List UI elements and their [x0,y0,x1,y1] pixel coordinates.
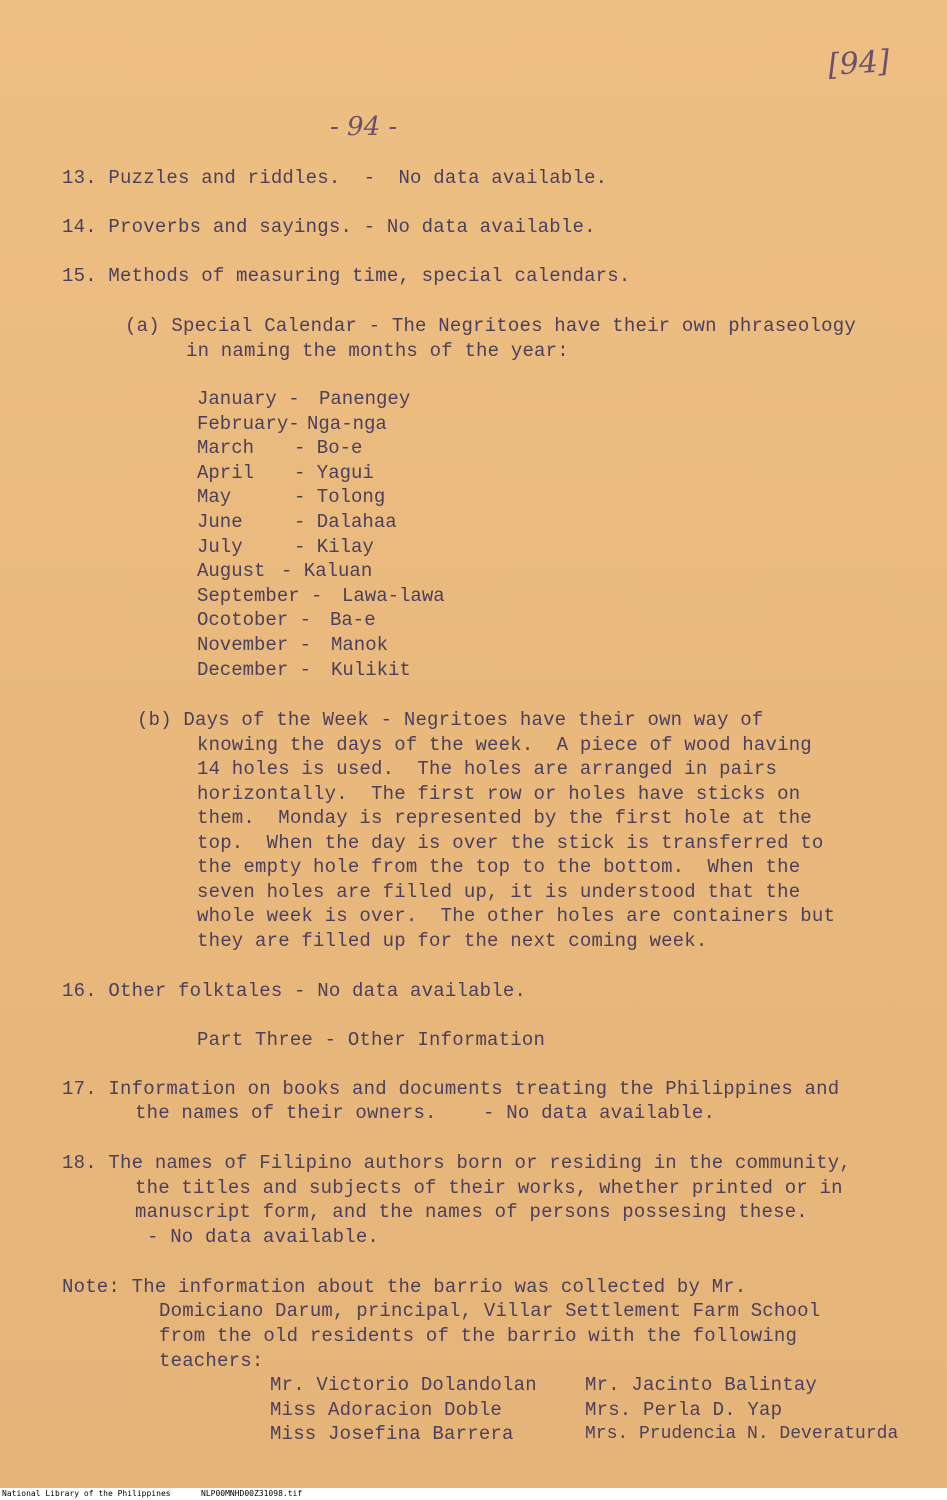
item-17-line-2: the names of their owners. - No data available. [135,1102,716,1124]
days-of-week-line-9: whole week is over. The other holes are containers but [197,905,836,927]
special-calendar-line-2: in naming the months of the year: [186,340,569,362]
days-of-week-line-10: they are filled up for the next coming week. [197,930,708,952]
corner-page-number: [94] [826,43,891,84]
days-of-week-line-7: the empty hole from the top to the bottom. When the [197,856,801,878]
teacher-right-1: Mr. Jacinto Balintay [585,1374,818,1396]
footer-filename: NLP00MNHD00Z31098.tif [201,1489,303,1498]
days-of-week-line-3: 14 holes is used. The holes are arranged in pairs [197,758,778,780]
item-17-line-1: 17. Information on books and documents treating the Philippines and [62,1078,840,1100]
days-of-week-line-8: seven holes are filled up, it is understood that the [197,881,801,903]
teacher-left-1: Mr. Victorio Dolandolan [270,1374,537,1396]
item-13: 13. Puzzles and riddles. - No data available. [62,167,608,189]
teacher-right-3: Mrs. Prudencia N. Deveraturda [585,1424,899,1444]
teacher-left-2: Miss Adoracion Doble [270,1399,503,1421]
scan-footer [0,1488,947,1500]
days-of-week-line-2: knowing the days of the week. A piece of wood having [197,734,812,756]
item-16: 16. Other folktales - No data available. [62,980,527,1002]
teacher-left-3: Miss Josefina Barrera [270,1423,514,1445]
teacher-right-2: Mrs. Perla D. Yap [585,1399,783,1421]
footer-library: National Library of the Philippines [2,1489,171,1498]
page-number: - 94 - [330,112,398,142]
item-18-line-1: 18. The names of Filipino authors born or residing in the community, [62,1152,851,1174]
note-line-1: Note: The information about the barrio was collected by Mr. [62,1276,747,1298]
note-line-3: from the old residents of the barrio with the following [159,1325,798,1347]
item-18-line-3: manuscript form, and the names of persons possesing these. [135,1201,808,1223]
days-of-week-line-6: top. When the day is over the stick is transferred to [197,832,824,854]
days-of-week-line-5: them. Monday is represented by the first hole at the [197,807,812,829]
item-18-line-4: - No data available. [147,1226,380,1248]
item-14: 14. Proverbs and sayings. - No data available. [62,216,596,238]
item-15: 15. Methods of measuring time, special calendars. [62,265,631,287]
special-calendar-line-1: (a) Special Calendar - The Negritoes have their own phraseology [125,315,856,337]
days-of-week-line-1: (b) Days of the Week - Negritoes have their own way of [137,709,764,731]
note-line-4: teachers: [159,1350,264,1372]
days-of-week-line-4: horizontally. The first row or holes have sticks on [197,783,801,805]
item-18-line-2: the titles and subjects of their works, whether printed or in [135,1177,843,1199]
part-three-heading: Part Three - Other Information [197,1029,546,1051]
document-page: [94] - 94 - 13. Puzzles and riddles. - No data available. 14. Proverbs and sayings. - No data available. 15. Methods of measuring time, special calendars. (a) Special Calendar - The Negritoes have their own phraseology in naming the months of the year: January - Panengey February- Nga-nga March - Bo-e April - Yagui May - Tolong June - Dalahaa July - Kilay August - Kaluan September - Lawa-lawa Ocotober - Ba-e November - Manok December - Kulikit (b) Days of the Week - Negritoes have their own way of knowing the days of the week. A piece of wood having 14 holes is used. The holes are arranged in pairs horizontally. The first row or holes have sticks on them. Monday is represented by the first hole at the top. When the day is over the stick is transferred to the empty hole from the top to the bottom. When the seven holes are filled up, it is understood that the whole week is over. The other holes are containers but they are filled up for the next coming week. 16. Other folktales - No data available. Part Three - Other Information 17. Information on books and documents treating the Philippines and the names of their owners. - No data available. 18. The names of Filipino authors born or residing in the community, the titles and subjects of their works, whether printed or in manuscript form, and the names of persons possesing these. - No data available. Note: The information about the barrio was collected by Mr. Domiciano Darum, principal, Villar Settlement Farm School from the old residents of the barrio with the following teachers: Mr. Victorio Dolandolan Miss Adoracion Doble Miss Josefina Barrera Mr. Jacinto Balintay Mrs. Perla D. Yap Mrs. Prudencia N. Deveraturda [0,0,947,1500]
note-line-2: Domiciano Darum, principal, Villar Settlement Farm School [159,1300,821,1322]
